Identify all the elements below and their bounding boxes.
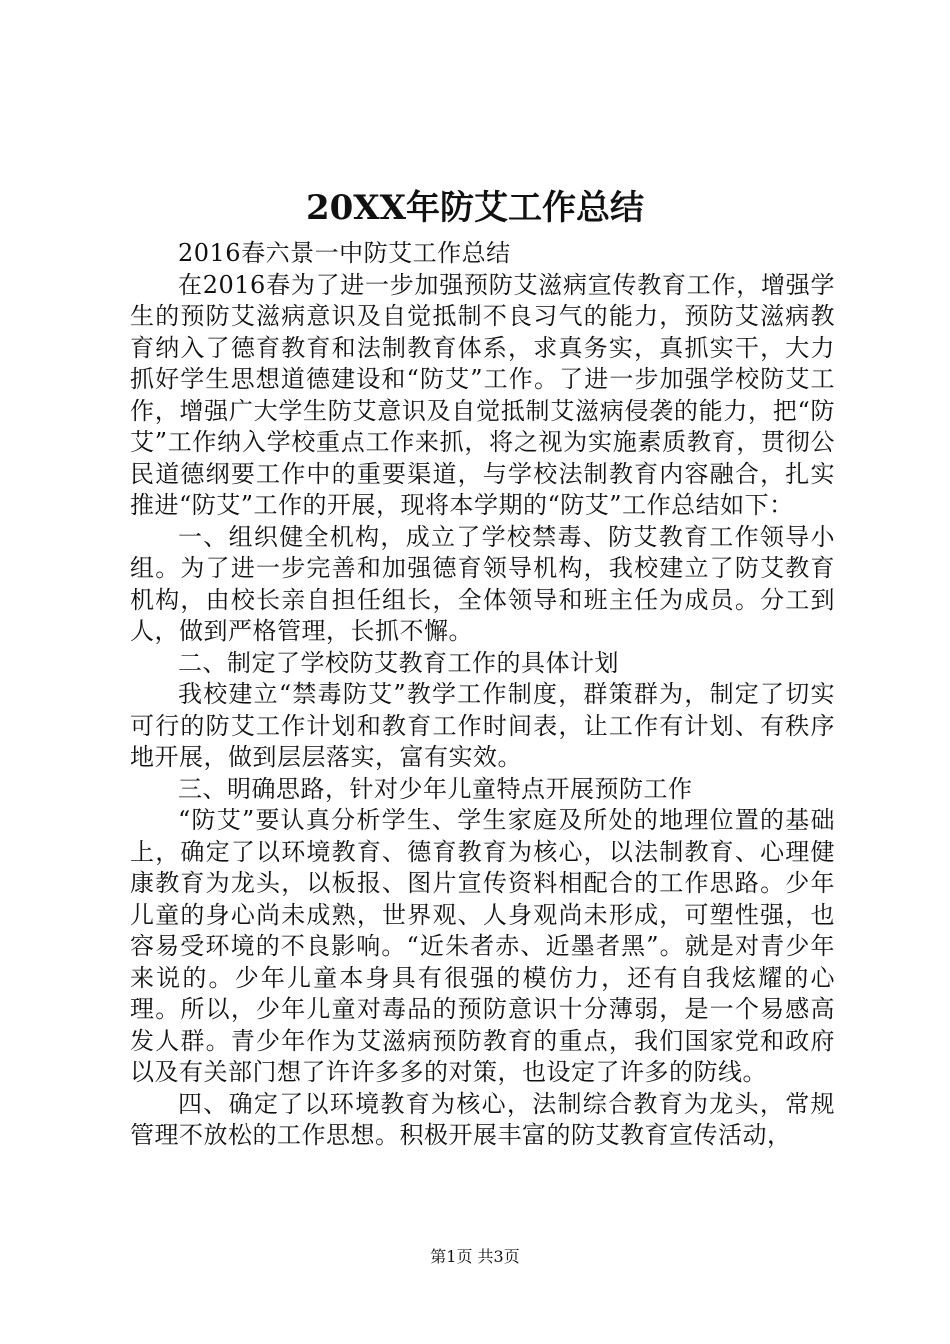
document-title: 20XX年防艾工作总结 xyxy=(305,188,645,228)
paragraph-intro: 在2016春为了进一步加强预防艾滋病宣传教育工作，增强学生的预防艾滋病意识及自觉抵制不良习气的能力，预防艾滋病教育纳入了德育教育和法制教育体系，求真务实，真抓实干，大力抓好学生思想道德建设和“防艾”工作。了进一步加强学校防艾工作，增强广大学生防艾意识及自觉抵制艾滋病侵袭的能力，把“防艾”工作纳入学校重点工作来抓，将之视为实施素质教育，贯彻公民道德纲要工作中的重要渠道，与学校法制教育内容融合，扎实推进“防艾”工作的开展，现将本学期的“防艾”工作总结如下： xyxy=(130,270,835,519)
paragraph-section-3-heading: 三、明确思路，针对少年儿童特点开展预防工作 xyxy=(178,774,693,803)
paragraph-section-2-heading: 二、制定了学校防艾教育工作的具体计划 xyxy=(178,648,619,677)
paragraph-section-1: 一、组织健全机构，成立了学校禁毒、防艾教育工作领导小组。为了进一步完善和加强德育领导机构，我校建立了防艾教育机构，由校长亲自担任组长，全体领导和班主任为成员。分工到人，做到严格管理，长抓不懈。 xyxy=(130,522,835,645)
document-body xyxy=(130,238,835,1152)
paragraph-section-4: 四、确定了以环境教育为核心，法制综合教育为龙头，常规管理不放松的工作思想。积极开展丰富的防艾教育宣传活动， xyxy=(130,1089,835,1149)
page-number-footer: 第1页 共3页 xyxy=(430,1247,520,1266)
paragraph-subtitle: 2016春六景一中防艾工作总结 xyxy=(178,239,511,267)
paragraph-section-3-body: “防艾”要认真分析学生、学生家庭及所处的地理位置的基础上，确定了以环境教育、德育教育为核心，以法制教育、心理健康教育为龙头，以板报、图片宣传资料相配合的工作思路。少年儿童的身心尚未成熟，世界观、人身观尚未形成，可塑性强，也容易受环境的不良影响。“近朱者赤、近墨者黑”。就是对青少年来说的。少年儿童本身具有很强的模仿力，还有自我炫耀的心理。所以，少年儿童对毒品的预防意识十分薄弱，是一个易感高发人群。青少年作为艾滋病预防教育的重点，我们国家党和政府以及有关部门想了许许多多的对策，也设定了许多的防线。 xyxy=(130,806,835,1086)
paragraph-section-2-body: 我校建立“禁毒防艾”教学工作制度，群策群为，制定了切实可行的防艾工作计划和教育工作时间表，让工作有计划、有秩序地开展，做到层层落实，富有实效。 xyxy=(130,680,835,771)
